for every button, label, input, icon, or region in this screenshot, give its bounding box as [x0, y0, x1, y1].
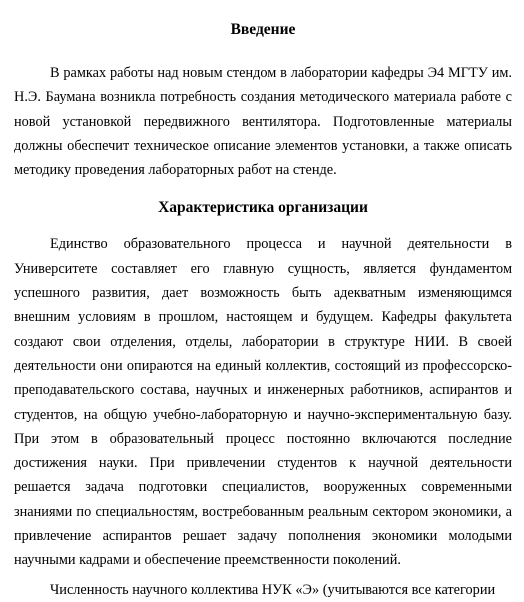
section-heading-organization: Характеристика организации	[158, 199, 368, 217]
paragraph-introduction: В рамках работы над новым стендом в лаборатории кафедры Э4 МГТУ им. Н.Э. Баумана возникла потребность создания методического материала работе с новой установкой передвижного вентилятора. Подготовленные материалы должны обеспечит техническое описание элементов установки, а также описать методику проведения лабораторных работ на стенде.	[14, 65, 512, 179]
section-heading-introduction: Введение	[230, 21, 296, 38]
paragraph-organization-unity: Единство образовательного процесса и научной деятельности в Университете составляет его главную сущность, является фундаментом успешного развития, дает возможность быть адекватным изменяющимся внешним условиям в прошлом, настоящем и будущем. Кафедры факультета создают свои отделения, отделы, лаборатории в структуре НИИ. В своей деятельности они опираются на единый коллектив, состоящий из профессорско-преподавательского состава, научных и инженерных работников, аспирантов и студентов, на общую учебно-лабораторную и научно-экспериментальную базу. При этом в образовательный процесс постоянно включаются последние достижения науки. При привлечении студентов к научной деятельности решается задача подготовки специалистов, вооруженных современными знаниями по специальностям, востребованным реальным сектором экономики, а привлечение аспирантов решает задачу пополнения экономики молодыми научными кадрами и обеспечение преемственности поколений.	[14, 236, 512, 569]
document-page	[14, 0, 512, 602]
paragraph-organization-staff: Численность научного коллектива НУК «Э» (учитываются все категории	[50, 581, 496, 598]
